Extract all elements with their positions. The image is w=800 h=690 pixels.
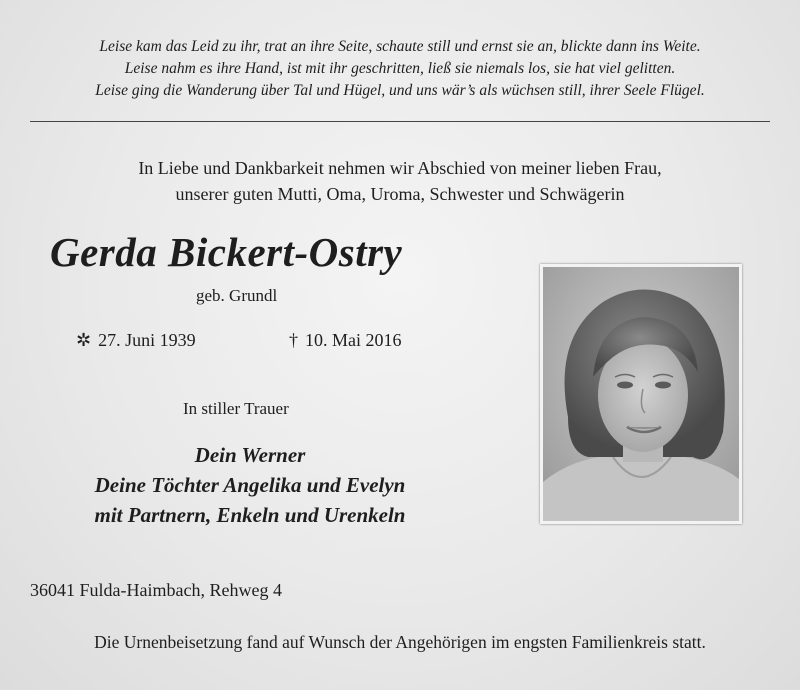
birth-star-icon: ✲ bbox=[76, 330, 92, 350]
address: 36041 Fulda-Haimbach, Rehweg 4 bbox=[30, 580, 282, 600]
mourning-label: In stiller Trauer bbox=[183, 399, 289, 418]
maiden-name: geb. Grundl bbox=[196, 286, 278, 305]
intro-line-1: In Liebe und Dankbarkeit nehmen wir Abschied von meiner lieben Frau, bbox=[138, 158, 662, 178]
poem-line-1: Leise kam das Leid zu ihr, trat an ihre Seite, schaute still und ernst sie an, blickte dann ins Weite. bbox=[99, 38, 701, 55]
birth-date-line bbox=[76, 330, 196, 351]
death-date: 10. Mai 2016 bbox=[305, 330, 402, 350]
intro-line-2: unserer guten Mutti, Oma, Uroma, Schwester und Schwägerin bbox=[175, 184, 625, 204]
divider-line bbox=[30, 121, 770, 122]
intro-text bbox=[0, 155, 800, 207]
family-line-3: mit Partnern, Enkeln und Urenkeln bbox=[94, 503, 406, 527]
death-date-line bbox=[289, 330, 402, 351]
family-line-2: Deine Töchter Angelika und Evelyn bbox=[94, 473, 406, 497]
family-line-1: Dein Werner bbox=[194, 443, 306, 467]
portrait-photo bbox=[540, 264, 742, 524]
portrait-image bbox=[543, 267, 739, 521]
deceased-name: Gerda Bickert-Ostry bbox=[50, 229, 403, 275]
poem bbox=[0, 36, 800, 102]
poem-line-2: Leise nahm es ihre Hand, ist mit ihr geschritten, ließ sie niemals los, sie hat viel gelitten. bbox=[124, 60, 676, 77]
birth-date: 27. Juni 1939 bbox=[98, 330, 196, 350]
death-cross-icon: † bbox=[289, 330, 298, 350]
family-names bbox=[30, 440, 470, 530]
poem-line-3: Leise ging die Wanderung über Tal und Hügel, und uns wär’s als wüchsen still, ihrer Seele Flügel. bbox=[95, 82, 705, 99]
burial-note: Die Urnenbeisetzung fand auf Wunsch der Angehörigen im engsten Familienkreis statt. bbox=[94, 632, 706, 652]
